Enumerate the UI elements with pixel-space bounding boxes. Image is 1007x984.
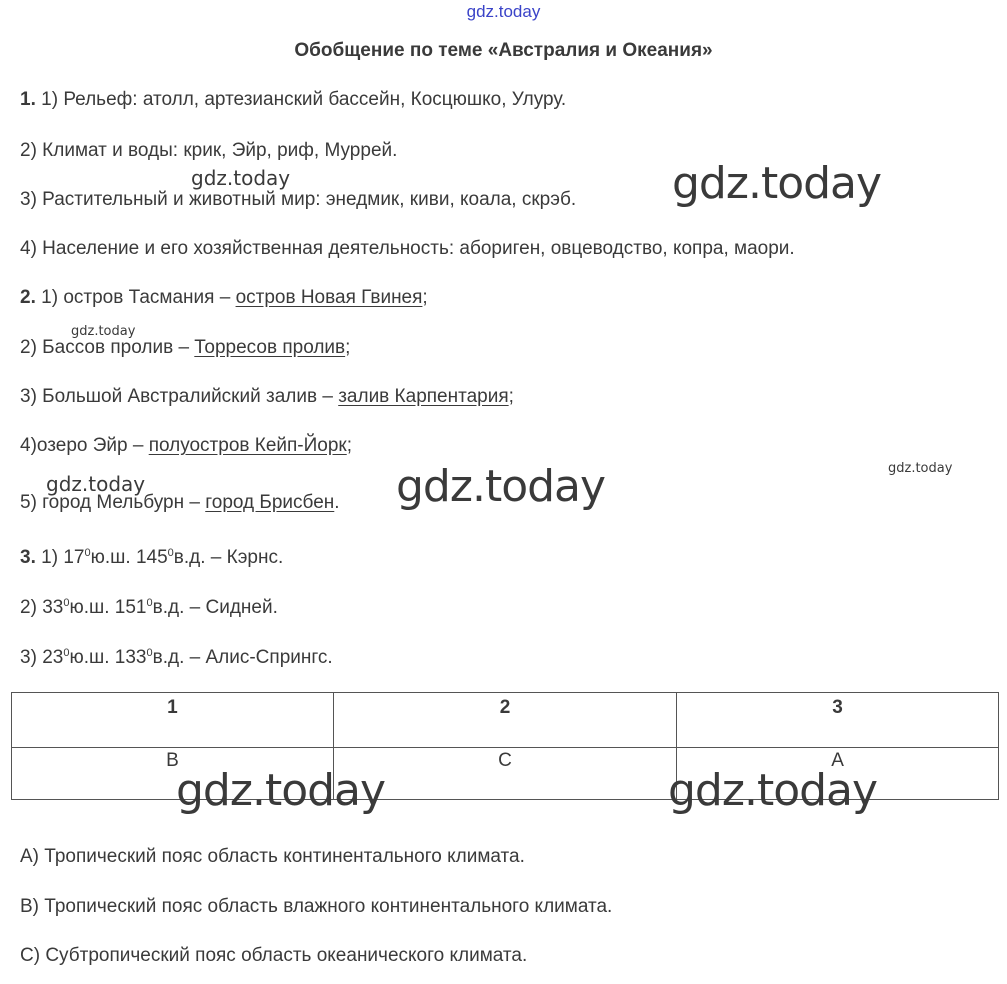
task3-item-3-lat-suffix: ю.ш. — [69, 647, 115, 668]
task2-item-3-answer: залив Карпентария — [338, 386, 509, 407]
table-header-row — [12, 693, 999, 748]
task3-item-3 — [20, 646, 333, 672]
task1-item-2: 2) Климат и воды: крик, Эйр, риф, Муррей. — [20, 140, 398, 161]
task1-number: 1. — [20, 89, 36, 110]
task3-item-3-prefix: 3) — [20, 647, 43, 668]
task3-item-1-lat: 17 — [63, 547, 85, 568]
task3-number: 3. — [20, 547, 36, 568]
task3-item-3-place: в.д. – Алис-Спрингс. — [152, 647, 333, 668]
watermark: gdz.today — [46, 472, 146, 496]
task2-item-1 — [20, 286, 428, 310]
task2-item-1-punct: ; — [422, 287, 428, 308]
table-header-cell: 2 — [333, 693, 676, 748]
watermark: gdz.today — [672, 158, 882, 209]
watermark: gdz.today — [668, 765, 878, 816]
task3-item-2-lat: 33 — [42, 597, 64, 618]
task3-item-1-place: в.д. – Кэрнс. — [173, 547, 284, 568]
watermark-top: gdz.today — [466, 2, 541, 21]
task1-item-1 — [20, 88, 566, 112]
watermark: gdz.today — [71, 324, 136, 339]
table-cell: C — [333, 748, 676, 800]
task2-item-2 — [20, 336, 350, 360]
degree-mark: 0 — [146, 647, 153, 659]
watermark: gdz.today — [191, 166, 291, 190]
task3-item-1-prefix: 1) — [41, 547, 64, 568]
task2-item-2-punct: ; — [345, 337, 351, 358]
degree-mark: 0 — [63, 647, 70, 659]
task2-item-5-punct: . — [334, 492, 340, 513]
table-header-cell: 1 — [12, 693, 334, 748]
table-header-cell: 3 — [677, 693, 999, 748]
task2-item-4-question: 4)озеро Эйр – — [20, 435, 149, 456]
task2-item-2-question: 2) Бассов пролив – — [20, 337, 195, 358]
task2-item-4 — [20, 434, 352, 458]
task2-item-1-question: 1) остров Тасмания – — [41, 287, 236, 308]
degree-mark: 0 — [63, 597, 70, 609]
watermark: gdz.today — [396, 461, 606, 512]
legend-item-c: С) Субтропический пояс область океанического климата. — [20, 945, 528, 966]
task2-item-5-answer: город Брисбен — [205, 492, 335, 513]
task1-item-3: 3) Растительный и животный мир: энедмик, киви, коала, скрэб. — [20, 189, 577, 210]
degree-mark: 0 — [84, 547, 91, 559]
task2-number: 2. — [20, 287, 36, 308]
task2-item-2-answer: Торресов пролив — [194, 337, 346, 358]
task2-item-3 — [20, 385, 514, 409]
task2-item-4-punct: ; — [346, 435, 353, 456]
task3-item-1 — [20, 546, 283, 572]
task2-item-4-answer: полуостров Кейп-Йорк — [148, 435, 347, 456]
task3-item-2-place: в.д. – Сидней. — [152, 597, 278, 618]
table-cell: B — [12, 748, 334, 800]
task3-item-1-lat-suffix: ю.ш. — [90, 547, 136, 568]
legend-item-a: А) Тропический пояс область континентального климата. — [20, 846, 525, 867]
degree-mark: 0 — [167, 547, 174, 559]
task3-item-2-prefix: 2) — [20, 597, 43, 618]
task2-item-1-answer: остров Новая Гвинея — [235, 287, 423, 308]
page-title: Обобщение по теме «Австралия и Океания» — [294, 40, 713, 61]
task3-item-3-lat: 23 — [42, 647, 64, 668]
watermark: gdz.today — [176, 765, 386, 816]
task3-item-2 — [20, 596, 278, 622]
task2-item-3-question: 3) Большой Австралийский залив – — [20, 386, 339, 407]
task3-item-2-lat-suffix: ю.ш. — [69, 597, 115, 618]
task1-item-4: 4) Население и его хозяйственная деятельность: абориген, овцеводство, копра, маори. — [20, 238, 795, 259]
task3-item-2-lon: 151 — [114, 597, 147, 618]
task2-item-3-punct: ; — [508, 386, 514, 407]
watermark: gdz.today — [888, 461, 953, 476]
task1-item-1-text: 1) Рельеф: атолл, артезианский бассейн, Косцюшко, Улуру. — [41, 89, 567, 110]
table-cell: A — [677, 748, 999, 800]
degree-mark: 0 — [146, 597, 153, 609]
task2-item-5-question: 5) город Мельбурн – — [20, 492, 206, 513]
task3-item-1-lon: 145 — [135, 547, 168, 568]
legend-item-b: В) Тропический пояс область влажного континентального климата. — [20, 896, 613, 917]
task3-item-3-lon: 133 — [114, 647, 147, 668]
